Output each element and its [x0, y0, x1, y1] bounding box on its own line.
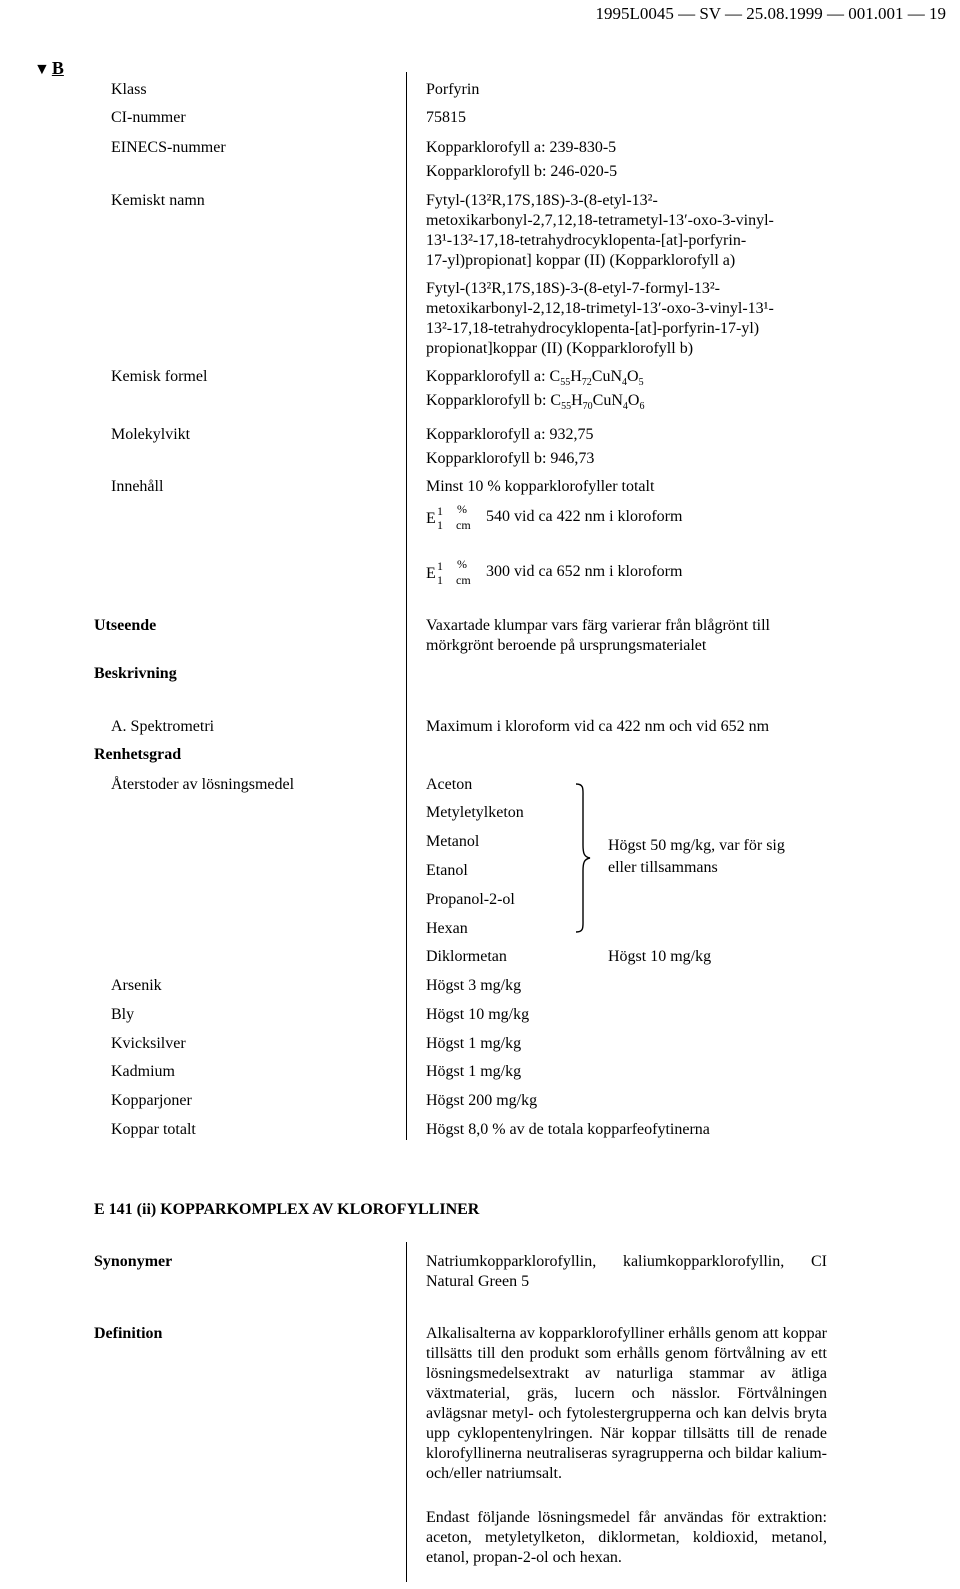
einecs-b: Kopparklorofyll b: 246-020-5 [426, 163, 618, 180]
metal-value-kopparjoner: Högst 200 mg/kg [426, 1092, 538, 1109]
metal-label-koppar-totalt: Koppar totalt [111, 1121, 196, 1138]
einecs-a: Kopparklorofyll a: 239-830-5 [426, 139, 617, 156]
metal-value-kvicksilver: Högst 1 mg/kg [426, 1035, 522, 1052]
metal-value-bly: Högst 10 mg/kg [426, 1006, 530, 1023]
vikt-b: Kopparklorofyll b: 946,73 [426, 450, 595, 467]
column-divider-2 [406, 1242, 407, 1582]
namn-label: Kemiskt namn [111, 192, 205, 209]
formel-b-prefix: Kopparklorofyll b: [426, 392, 551, 409]
metal-label-kopparjoner: Kopparjoner [111, 1092, 192, 1109]
utseende-line1: Vaxartade klumpar vars färg varierar från blågrönt till [426, 617, 770, 634]
namn-a-1: Fytyl-(13²R,17S,18S)-3-(8-etyl-13²- [426, 192, 658, 209]
klass-label: Klass [111, 81, 147, 98]
amendment-marker [34, 58, 64, 80]
namn-b-3: 13²-17,18-tetrahydrocyklopenta-[at]-porfyrin-17-yl) [426, 320, 760, 337]
losningsmedel-label: Återstoder av lösningsmedel [111, 776, 295, 793]
extinction-symbol-2: E 1 1 % cm [426, 557, 471, 587]
spektrometri-value: Maximum i kloroform vid ca 422 nm och vid 652 nm [426, 718, 770, 735]
utseende-label: Utseende [94, 617, 157, 634]
solvent-propanol: Propanol-2-ol [426, 891, 515, 908]
metal-value-arsenik: Högst 3 mg/kg [426, 977, 522, 994]
solvent-group-limit-2: eller tillsammans [608, 859, 718, 876]
utseende-line2: mörkgrönt beroende på ursprungsmaterialet [426, 637, 707, 654]
synonymer-label: Synonymer [94, 1253, 173, 1270]
metal-label-bly: Bly [111, 1006, 135, 1023]
extinction-2 [426, 557, 683, 587]
formel-b [426, 391, 644, 411]
extinction-symbol: E 1 1 % cm [426, 502, 471, 532]
right-brace-icon [574, 783, 592, 933]
metal-label-kvicksilver: Kvicksilver [111, 1035, 186, 1052]
formel-a [426, 367, 644, 387]
formel-a-prefix: Kopparklorofyll a: [426, 368, 550, 385]
page-header: 1995L0045 — SV — 25.08.1999 — 001.001 — 19 [595, 4, 946, 23]
extinction-1 [426, 502, 683, 532]
namn-a-2: metoxikarbonyl-2,7,12,18-tetrametyl-13′-oxo-3-vinyl- [426, 212, 774, 229]
definition-paragraph-1: Alkalisalterna av kopparklorofylliner erhålls genom att koppar tillsätts till den produkt som erhålls genom förtvålning av ett lösningsmedelsextrakt av naturliga stammar av ätliga växtmaterial, gräs, lucern och nässlor. Förtvålningen avlägsnar metyl- och fytolestergrupperna och kan delvis bryta upp cyklopentenylringen. När koppar tillsätts till de renade klorofyllinerna neutraliseras syragrupperna och bildar kalium- och/eller natriumsalt. [426, 1325, 827, 1482]
ci-value: 75815 [426, 109, 466, 126]
beskrivning-label: Beskrivning [94, 665, 177, 682]
namn-b-4: propionat]koppar (II) (Kopparklorofyll b) [426, 340, 694, 357]
definition-paragraph-2: Endast följande lösningsmedel får användas för extraktion: aceton, metyletylketon, diklormetan, koldioxid, metanol, etanol, propan-2-ol och hexan. [426, 1509, 827, 1566]
solvent-group-limit-1: Högst 50 mg/kg, var för sig [608, 837, 785, 854]
vikt-a: Kopparklorofyll a: 932,75 [426, 426, 594, 443]
renhetsgrad-label: Renhetsgrad [94, 746, 182, 763]
solvent-aceton: Aceton [426, 776, 473, 793]
metal-label-kadmium: Kadmium [111, 1063, 175, 1080]
definition-label: Definition [94, 1325, 163, 1342]
formel-label: Kemisk formel [111, 368, 208, 385]
namn-b-1: Fytyl-(13²R,17S,18S)-3-(8-etyl-7-formyl-13²- [426, 280, 720, 297]
marker-letter: B [51, 58, 64, 78]
synonymer-text: Natriumkopparklorofyllin, kaliumkopparklorofyllin, CI Natural Green 5 [426, 1253, 827, 1290]
solvent-etanol: Etanol [426, 862, 468, 879]
extinction-1-text: 540 vid ca 422 nm i kloroform [486, 508, 683, 525]
namn-b-2: metoxikarbonyl-2,12,18-trimetyl-13′-oxo-3-vinyl-13¹- [426, 300, 774, 317]
innehall-label: Innehåll [111, 478, 164, 495]
metal-label-arsenik: Arsenik [111, 977, 162, 994]
metal-value-koppar-totalt: Högst 8,0 % av de totala kopparfeofytinerna [426, 1121, 710, 1138]
solvent-metyletylketon: Metyletylketon [426, 804, 524, 821]
einecs-label: EINECS-nummer [111, 139, 226, 156]
vikt-label: Molekylvikt [111, 426, 191, 443]
klass-value: Porfyrin [426, 81, 480, 98]
spektrometri-label: A. Spektrometri [111, 718, 215, 735]
dcm-limit: Högst 10 mg/kg [608, 948, 712, 965]
solvent-hexan: Hexan [426, 920, 468, 937]
solvent-diklormetan: Diklormetan [426, 948, 507, 965]
formel-b-formula: $C_{55}H_{70}CuN_4O_6$ [550, 392, 645, 413]
innehall-line1: Minst 10 % kopparklorofyller totalt [426, 478, 655, 495]
extinction-2-text: 300 vid ca 652 nm i kloroform [486, 563, 683, 580]
ci-label: CI-nummer [111, 109, 186, 126]
namn-a-4: 17-yl)propionat] koppar (II) (Kopparklorofyll a) [426, 252, 736, 269]
formel-a-formula: $C_{55}H_{72}CuN_4O_5$ [549, 368, 644, 389]
column-divider [406, 72, 407, 1140]
solvent-metanol: Metanol [426, 833, 480, 850]
metal-value-kadmium: Högst 1 mg/kg [426, 1063, 522, 1080]
section-title: E 141 (ii) KOPPARKOMPLEX AV KLOROFYLLINER [94, 1201, 480, 1218]
triangle-icon: ▼ [34, 61, 50, 78]
namn-a-3: 13¹-13²-17,18-tetrahydrocyklopenta-[at]-porfyrin- [426, 232, 747, 249]
